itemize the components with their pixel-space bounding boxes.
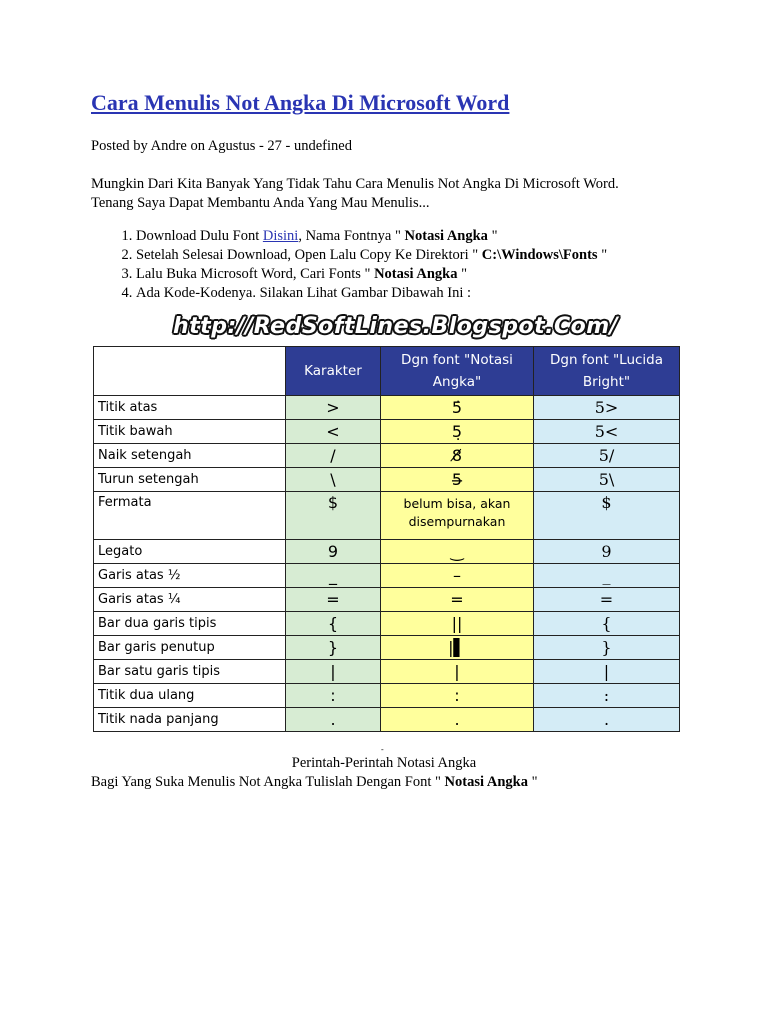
step-text: Lalu Buka Microsoft Word, Cari Fonts "	[136, 266, 375, 282]
post-meta: Posted by Andre on Agustus - 27 - undefined	[91, 138, 352, 154]
table-row	[94, 468, 680, 492]
table-row	[94, 396, 680, 420]
notasi-cell: 5̇	[381, 396, 534, 420]
karakter-cell: =	[286, 588, 381, 612]
step-text: , Nama Fontnya "	[298, 228, 405, 244]
karakter-cell: >	[286, 396, 381, 420]
step-text: "	[457, 266, 468, 282]
header-notasi: Dgn font "Notasi Angka"	[381, 347, 534, 396]
karakter-cell: <	[286, 420, 381, 444]
table-row	[94, 636, 680, 660]
lucida-cell: $	[534, 492, 680, 540]
closing-text: "	[527, 774, 538, 790]
lucida-cell: _	[534, 564, 680, 588]
karakter-cell: :	[286, 684, 381, 708]
table-row	[94, 564, 680, 588]
row-label: Turun setengah	[94, 468, 286, 492]
row-label: Titik nada panjang	[94, 708, 286, 732]
lucida-cell: 5<	[534, 420, 680, 444]
download-link[interactable]: Disini	[262, 228, 299, 244]
lucida-cell: 9	[534, 540, 680, 564]
figure-caption: Perintah-Perintah Notasi Angka	[291, 755, 477, 771]
row-label: Titik atas	[94, 396, 286, 420]
table-header-row	[94, 347, 680, 396]
notasi-cell: –	[381, 564, 534, 588]
step-text: Setelah Selesai Download, Open Lalu Copy Ke Direktori "	[136, 247, 482, 263]
row-label: Bar satu garis tipis	[94, 660, 286, 684]
row-label: Bar dua garis tipis	[94, 612, 286, 636]
header-karakter: Karakter	[286, 347, 381, 396]
post-title-link[interactable]: Cara Menulis Not Angka Di Microsoft Word	[91, 90, 510, 115]
lucida-cell: .	[534, 708, 680, 732]
karakter-cell: 9	[286, 540, 381, 564]
notasi-cell: |	[381, 660, 534, 684]
karakter-cell: $	[286, 492, 381, 540]
step-item	[136, 246, 607, 265]
lucida-cell: 5>	[534, 396, 680, 420]
row-label: Naik setengah	[94, 444, 286, 468]
step-text: Download Dulu Font	[136, 228, 263, 244]
table-row	[94, 444, 680, 468]
notasi-cell: 5̣	[381, 420, 534, 444]
step-text: "	[597, 247, 608, 263]
karakter-cell: |	[286, 660, 381, 684]
row-label: Garis atas ½	[94, 564, 286, 588]
row-label: Titik bawah	[94, 420, 286, 444]
lucida-cell: 5\	[534, 468, 680, 492]
table-row	[94, 660, 680, 684]
table-row	[94, 612, 680, 636]
lucida-cell: :	[534, 684, 680, 708]
row-label: Bar garis penutup	[94, 636, 286, 660]
karakter-cell: .	[286, 708, 381, 732]
separator-mark: -	[381, 745, 384, 754]
notasi-figure	[91, 312, 679, 736]
notasi-cell: ||	[381, 612, 534, 636]
header-blank	[94, 347, 286, 396]
font-name: Notasi Angka	[404, 228, 488, 244]
steps-list	[91, 227, 607, 303]
step-text: Ada Kode-Kodenya. Silakan Lihat Gambar Dibawah Ini :	[136, 285, 472, 301]
notasi-cell: ‿	[381, 540, 534, 564]
lucida-cell: 5/	[534, 444, 680, 468]
row-label: Fermata	[94, 492, 286, 540]
closing-text: Bagi Yang Suka Menulis Not Angka Tulislah Dengan Font "	[91, 774, 445, 790]
font-name: Notasi Angka	[374, 266, 458, 282]
table-row	[94, 420, 680, 444]
notasi-cell: 5̶	[381, 468, 534, 492]
lucida-cell: =	[534, 588, 680, 612]
step-text: "	[487, 228, 498, 244]
lucida-cell: {	[534, 612, 680, 636]
lucida-cell: }	[534, 636, 680, 660]
directory-path: C:\Windows\Fonts	[481, 247, 598, 263]
row-label: Legato	[94, 540, 286, 564]
intro-line-2: Tenang Saya Dapat Membantu Anda Yang Mau Menulis...	[91, 195, 430, 211]
row-label: Titik dua ulang	[94, 684, 286, 708]
lucida-cell: |	[534, 660, 680, 684]
font-name: Notasi Angka	[444, 774, 528, 790]
row-label: Garis atas ¼	[94, 588, 286, 612]
table-row	[94, 540, 680, 564]
notasi-cell: 8̸	[381, 444, 534, 468]
step-item	[136, 227, 607, 246]
header-lucida: Dgn font "Lucida Bright"	[534, 347, 680, 396]
notasi-table	[93, 346, 680, 732]
closing-line	[91, 773, 538, 792]
table-row	[94, 492, 680, 540]
karakter-cell: /	[286, 444, 381, 468]
notasi-cell: =	[381, 588, 534, 612]
karakter-cell: }	[286, 636, 381, 660]
karakter-cell: \	[286, 468, 381, 492]
notasi-cell: :	[381, 684, 534, 708]
karakter-cell: {	[286, 612, 381, 636]
step-item	[136, 284, 607, 303]
notasi-cell: |▌	[381, 636, 534, 660]
table-row	[94, 684, 680, 708]
watermark-url: http://RedSoftLines.Blogspot.Com/	[173, 314, 619, 339]
step-item	[136, 265, 607, 284]
table-row	[94, 708, 680, 732]
karakter-cell: _	[286, 564, 381, 588]
notasi-cell: .	[381, 708, 534, 732]
intro-line-1: Mungkin Dari Kita Banyak Yang Tidak Tahu Cara Menulis Not Angka Di Microsoft Word.	[91, 176, 619, 192]
notasi-cell: belum bisa, akan disempurnakan	[381, 492, 534, 540]
table-row	[94, 588, 680, 612]
